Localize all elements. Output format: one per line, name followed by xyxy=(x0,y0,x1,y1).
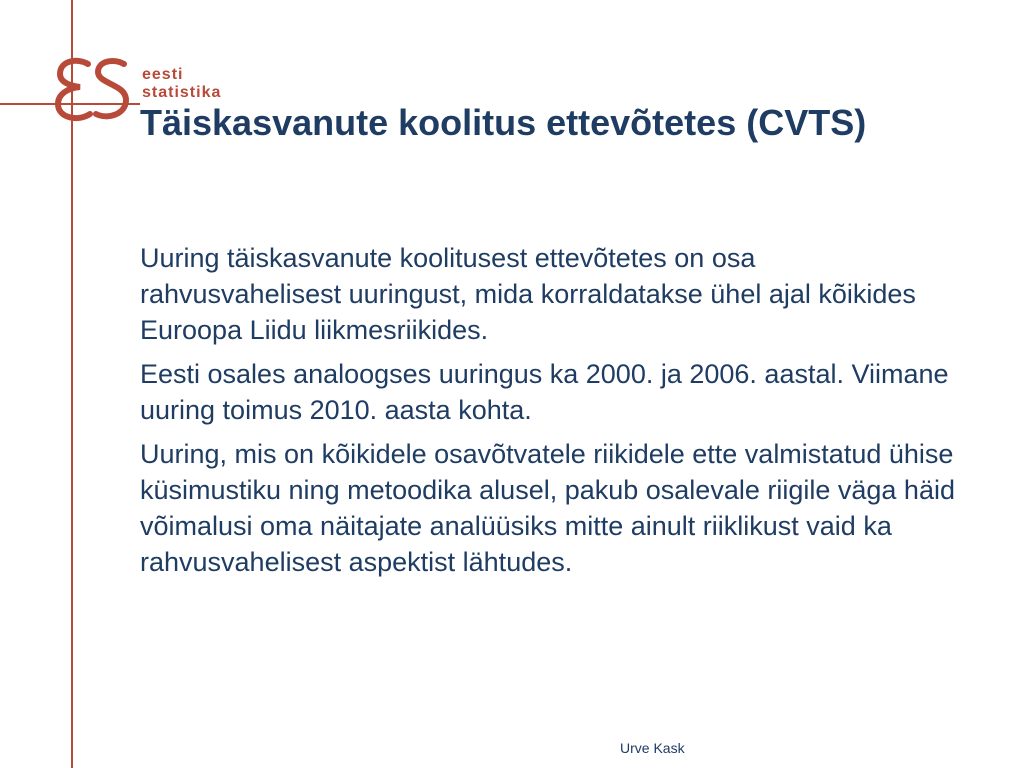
slide-footer-author: Urve Kask xyxy=(620,740,685,756)
paragraph-2: Eesti osales analoogses uuringus ka 2000. ja 2006. aastal. Viimane uuring toimus 2010. aasta kohta. xyxy=(140,359,949,425)
paragraph-3: Uuring, mis on kõikidele osavõtvatele riikidele ette valmistatud ühise küsimustiku ning metoodika alusel, pakub osalevale riigile väga häid võimalusi oma näitajate analüüsiks mitte ainult riiklikust vaid ka rahvusvahelisest aspektist lähtudes. xyxy=(140,439,955,577)
logo-line-2: statistika xyxy=(142,84,222,101)
slide-title: Täiskasvanute koolitus ettevõtetes (CVTS) xyxy=(140,102,867,143)
slide-body xyxy=(140,240,960,588)
paragraph-1: Uuring täiskasvanute koolitusest ettevõtetes on osa rahvusvahelisest uuringust, mida korraldatakse ühel ajal kõikides Euroopa Liidu liikmesriikides. xyxy=(140,243,916,345)
logo-line-1: eesti xyxy=(142,66,184,83)
